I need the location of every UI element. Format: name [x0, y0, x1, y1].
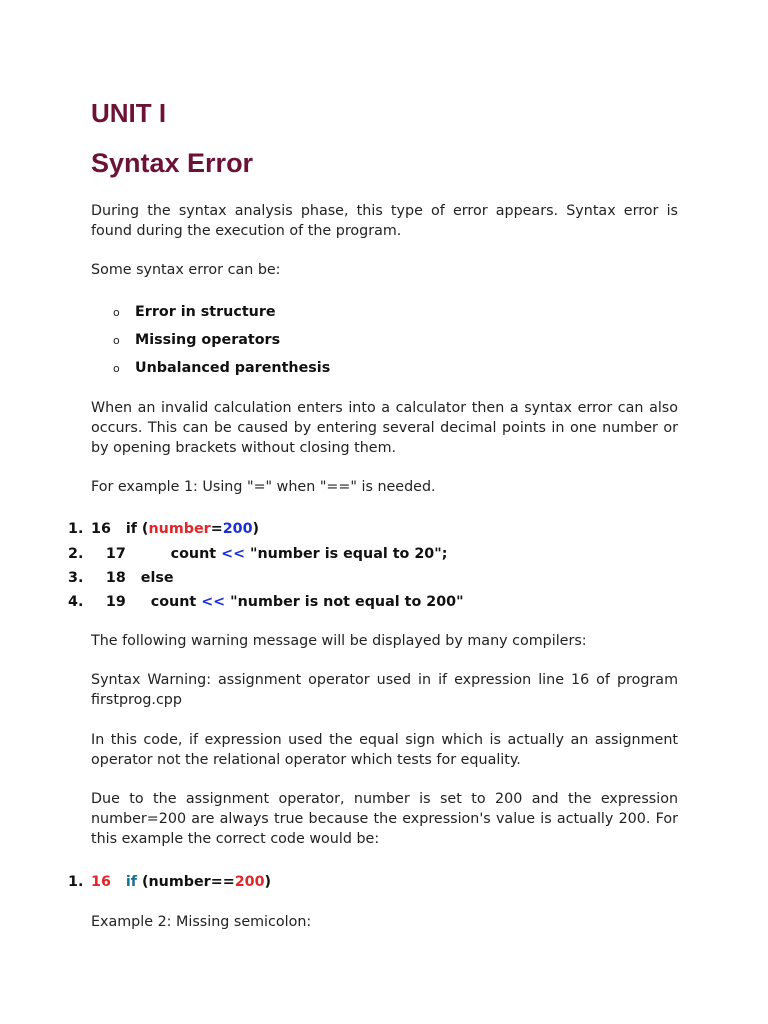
bullet-icon: o: [113, 306, 120, 319]
warning-message: Syntax Warning: assignment operator used in if expression line 16 of program firstprog.cpp: [91, 672, 678, 708]
some-errors-label: Some syntax error can be:: [91, 262, 281, 278]
code-variable: number: [148, 521, 211, 537]
example2-label: Example 2: Missing semicolon:: [91, 914, 312, 930]
code-line: [68, 872, 271, 892]
list-item: [113, 302, 276, 323]
section-title: Syntax Error: [91, 148, 254, 178]
line-number: 1.: [68, 874, 84, 890]
code-text: 16 if (: [91, 521, 149, 537]
code-text: 17 count: [91, 546, 222, 562]
code-text: ): [252, 521, 260, 537]
line-number: 2.: [68, 546, 84, 562]
list-item: [113, 358, 330, 379]
code-number: 200: [234, 874, 265, 890]
code-keyword: if: [125, 874, 137, 890]
code-line: [68, 544, 447, 564]
code-line-ref: 16: [91, 874, 111, 890]
code-text: "number is not equal to 200": [225, 594, 464, 610]
intro-paragraph: During the syntax analysis phase, this type of error appears. Syntax error is found during the execution of the program.: [91, 203, 678, 239]
list-item-text: Error in structure: [135, 304, 276, 320]
calculator-paragraph: When an invalid calculation enters into a calculator then a syntax error can also occurs. This can be caused by entering several decimal points in one number or by opening brackets without closing them.: [91, 400, 678, 456]
code-text: 19 count: [91, 594, 202, 610]
list-item-text: Unbalanced parenthesis: [135, 360, 331, 376]
bullet-icon: o: [113, 362, 120, 375]
list-item: [113, 330, 280, 351]
code-text: 18 else: [91, 570, 174, 586]
line-number: 1.: [68, 521, 84, 537]
code-text: ): [264, 874, 272, 890]
code-text: (number==: [141, 874, 235, 890]
code-operator: <<: [201, 594, 226, 610]
line-number: 3.: [68, 570, 84, 586]
warning-intro: The following warning message will be displayed by many compilers:: [91, 633, 587, 649]
code-line: [68, 592, 464, 612]
code-line: [68, 568, 174, 588]
code-explanation: In this code, if expression used the equal sign which is actually an assignment operator not the relational operator which tests for equality.: [91, 732, 678, 768]
line-number: 4.: [68, 594, 84, 610]
code-operator: <<: [221, 546, 246, 562]
code-number: 200: [222, 521, 253, 537]
bullet-icon: o: [113, 334, 120, 347]
code-line: [68, 519, 259, 539]
list-item-text: Missing operators: [135, 332, 281, 348]
assignment-paragraph: Due to the assignment operator, number is set to 200 and the expression number=200 are always true because the expression's value is actually 200. For this example the correct code would be:: [91, 791, 678, 847]
code-operator: =: [210, 521, 223, 537]
unit-heading: UNIT I: [91, 98, 167, 128]
code-text: "number is equal to 20";: [245, 546, 448, 562]
example1-label: For example 1: Using "=" when "==" is needed.: [91, 479, 436, 495]
